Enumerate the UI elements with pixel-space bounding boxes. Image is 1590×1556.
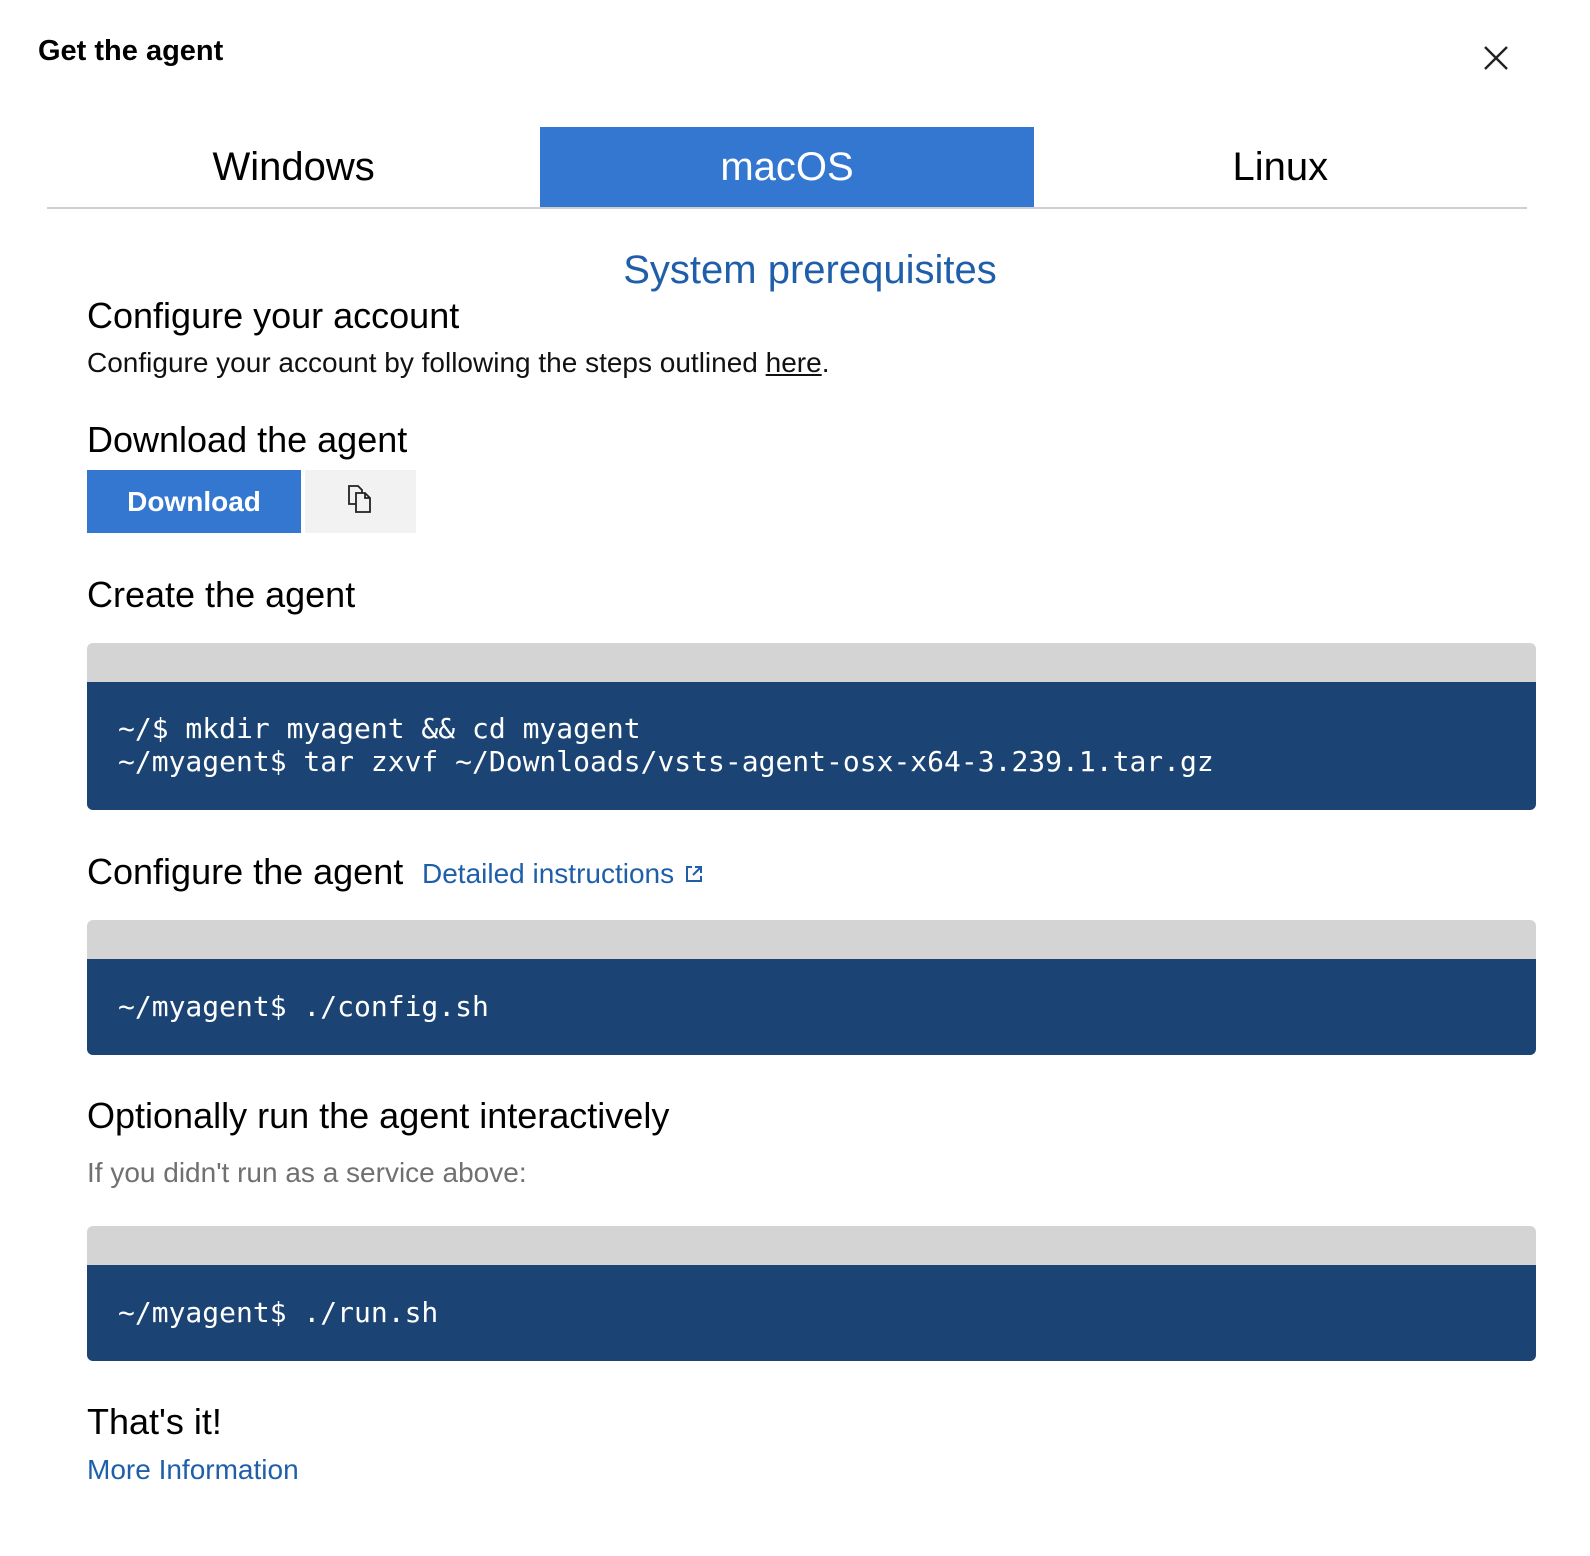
- download-agent-heading: Download the agent: [87, 419, 408, 460]
- run-interactive-heading: Optionally run the agent interactively: [87, 1095, 670, 1136]
- copy-url-button[interactable]: [305, 470, 416, 533]
- thats-it-heading: That's it!: [87, 1401, 222, 1442]
- configure-agent-heading: Configure the agent: [87, 851, 404, 892]
- dialog-title: Get the agent: [38, 35, 224, 67]
- configure-account-text: [87, 345, 829, 381]
- configure-code-block: [87, 920, 1536, 1055]
- external-link-icon: [684, 864, 704, 884]
- download-button[interactable]: Download: [87, 470, 301, 533]
- run-code-block: [87, 1226, 1536, 1361]
- detailed-instructions-link[interactable]: [422, 856, 704, 892]
- create-code-block: [87, 643, 1536, 810]
- code-header-bar: [87, 1226, 1536, 1265]
- more-information-link[interactable]: More Information: [87, 1454, 299, 1485]
- configure-code: ~/myagent$ ./config.sh: [87, 959, 1536, 1055]
- copy-icon: [346, 484, 376, 519]
- configure-account-heading: Configure your account: [87, 295, 460, 336]
- tab-windows[interactable]: Windows: [212, 144, 375, 189]
- code-header-bar: [87, 920, 1536, 959]
- detailed-instructions-text: Detailed instructions: [422, 858, 675, 889]
- here-link[interactable]: here: [765, 347, 822, 378]
- configure-account-description: Configure your account by following the steps outlined: [87, 347, 766, 378]
- create-agent-heading: Create the agent: [87, 574, 356, 615]
- code-header-bar: [87, 643, 1536, 682]
- sentence-period: .: [821, 347, 830, 378]
- close-icon[interactable]: [1480, 42, 1512, 74]
- create-code: ~/$ mkdir myagent && cd myagent ~/myagent$ tar zxvf ~/Downloads/vsts-agent-osx-x64-3.239.1.tar.gz: [87, 682, 1536, 810]
- tab-macos[interactable]: macOS: [540, 127, 1033, 207]
- run-subtext: If you didn't run as a service above:: [87, 1157, 527, 1188]
- system-prerequisites-link[interactable]: System prerequisites: [623, 248, 997, 292]
- os-tabs: [47, 127, 1527, 209]
- run-code: ~/myagent$ ./run.sh: [87, 1265, 1536, 1361]
- tab-linux[interactable]: Linux: [1232, 144, 1329, 189]
